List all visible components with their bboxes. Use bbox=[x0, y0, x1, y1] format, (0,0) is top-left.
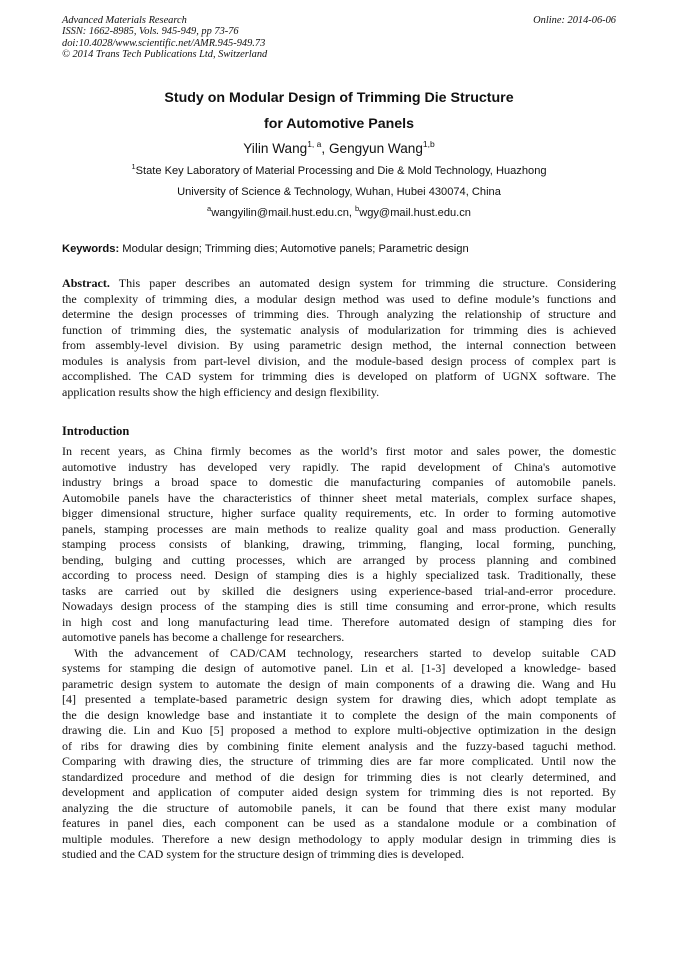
author-1-affiliation-mark: 1, a bbox=[307, 139, 322, 149]
paper-title-line-2: for Automotive Panels bbox=[263, 116, 415, 132]
body-line: industry brings a broad space to domestic die manufacturing companies of automobile panels. bbox=[62, 475, 616, 489]
body-line: analyzing the die structure of automobile panels, it can be found that there exist many modular bbox=[62, 800, 616, 815]
email-mark-b: b bbox=[355, 204, 360, 213]
body-line: development and application of computer aided design system for trimming dies is not reported. By bbox=[62, 785, 616, 799]
body-line: tasks are carried out by skilled die designers using experience-based trial-and-error procedure. bbox=[62, 583, 616, 598]
body-line: parametric design system to automate the design of main components of a drawing die. Wang and Hu bbox=[62, 676, 616, 691]
introduction-body bbox=[62, 444, 616, 863]
abstract-line: the complexity of trimming dies, a modular design method was used to define module’s functions and bbox=[62, 291, 616, 306]
abstract-first-text: This paper describes an automated design system for trimming die structure. Considering bbox=[109, 276, 616, 290]
body-line: drawing die. Lin and Kuo [5] proposed a method to explore multi-objective optimization in the design bbox=[62, 723, 616, 737]
affiliation-text-1: State Key Laboratory of Material Processing and Die & Mold Technology, Huazhong bbox=[135, 165, 547, 177]
body-line: automotive industry has developed very rapidly. The rapid development of China's automotive bbox=[62, 459, 616, 474]
journal-issn: ISSN: 1662-8985, Vols. 945-949, pp 73-76 bbox=[62, 26, 239, 38]
body-line: studied and the CAD system for the structure design of trimming dies is developed. bbox=[62, 847, 465, 861]
body-line: With the advancement of CAD/CAM technology, researchers started to develop suitable CAD bbox=[74, 645, 616, 660]
abstract-label: Abstract. bbox=[62, 276, 110, 290]
journal-header bbox=[62, 15, 616, 60]
email-mark-a: a bbox=[207, 204, 212, 213]
affiliation-mark: 1 bbox=[131, 162, 136, 171]
author-2-name: Gengyun Wang bbox=[328, 141, 423, 156]
body-line: bending, bulging and cutting processes, which are arranged by process planning and combined bbox=[62, 552, 616, 567]
body-line: automotive panels has become a challenge for researchers. bbox=[62, 630, 345, 644]
affiliation-line-1 bbox=[0, 162, 678, 177]
keywords-label: Keywords: bbox=[62, 243, 120, 255]
body-line: [4] presented a template-based parametric design system for drawing dies, which adopt template as bbox=[62, 692, 616, 706]
journal-copyright: © 2014 Trans Tech Publications Ltd, Switzerland bbox=[62, 48, 268, 60]
author-1-name: Yilin Wang bbox=[243, 141, 308, 156]
online-date: Online: 2014-06-06 bbox=[533, 15, 616, 26]
body-line: Automobile panels have the characteristics of thinner sheet metal materials, complex surface shapes, bbox=[62, 490, 616, 505]
journal-doi: doi:10.4028/www.scientific.net/AMR.945-949.73 bbox=[62, 37, 266, 49]
body-line: multiple modules. Therefore a new design methodology to apply modular design in trimming dies is bbox=[62, 831, 616, 846]
abstract-line: accomplished. The CAD system for trimming dies is developed on platform of UGNX software. The bbox=[62, 369, 616, 383]
abstract-line: application results show the high efficiency and design flexibility. bbox=[62, 384, 380, 399]
body-line: panels, stamping processes are main methods to realize quality goal and mass production. Generally bbox=[62, 521, 616, 536]
body-line: according to process need. Design of stamping dies is a highly specialized task. Traditionally, these bbox=[62, 568, 616, 582]
abstract-line: function of trimming dies, the systematic analysis of modularization for trimming dies is achieved bbox=[62, 322, 616, 337]
body-line: stamping process consists of blanking, drawing, trimming, flanging, local forming, punching, bbox=[62, 537, 616, 551]
body-line: systems for stamping die design of automotive panel. Lin et al. [1-3] developed a knowledge- based bbox=[62, 661, 616, 675]
section-heading-introduction: Introduction bbox=[62, 424, 130, 438]
body-line: of ribs for drawing dies by combining finite element analysis and the fuzzy-based taguchi method. bbox=[62, 738, 616, 753]
body-line: bigger dimensional structure, higher surface quality requirements, etc. In order to forming automotive bbox=[62, 506, 616, 520]
keywords bbox=[62, 243, 618, 255]
abstract-line: from assembly-level division. By using parametric design method, the internal connection between bbox=[62, 338, 616, 352]
body-line: features in panel dies, each component can be used as a standalone module or a combination of bbox=[62, 816, 616, 830]
abstract-line: modules is analysis from part-level division, and the module-based design process of complex part is bbox=[62, 353, 616, 368]
body-line: Comparing with drawing dies, the structure of trimming dies are far more complicated. Until now the bbox=[62, 754, 616, 768]
email-a: wangyilin@mail.hust.edu.cn, bbox=[211, 207, 356, 219]
abstract bbox=[62, 276, 616, 400]
keywords-text: Modular design; Trimming dies; Automotive panels; Parametric design bbox=[119, 243, 469, 255]
body-line: the die design knowledge base and instantiate it to complete the design of the main components of bbox=[62, 707, 616, 722]
email-b: wgy@mail.hust.edu.cn bbox=[359, 207, 471, 219]
affiliation-line-2: University of Science & Technology, Wuhan, Hubei 430074, China bbox=[177, 186, 501, 198]
journal-name: Advanced Materials Research bbox=[62, 15, 187, 26]
author-2-affiliation-mark: 1,b bbox=[422, 139, 435, 149]
body-line: In recent years, as China firmly becomes as the world’s first motor and sales power, the domestic bbox=[62, 444, 616, 458]
body-line: Nowadays design process of the stamping dies is still time consuming and error-prone, which results bbox=[62, 599, 616, 613]
paper-title-line-1: Study on Modular Design of Trimming Die Structure bbox=[164, 90, 514, 106]
abstract-line: determine the design processes of trimming dies. Through analyzing the relationship of structure and bbox=[62, 307, 616, 321]
body-line: in high cost and long manufacturing lead time. Therefore automated design of stamping dies for bbox=[62, 614, 616, 629]
author-list bbox=[0, 141, 678, 156]
author-separator: , bbox=[321, 141, 329, 156]
body-line: standardized procedure and method of die design for trimming dies is not clearly determined, and bbox=[62, 769, 616, 784]
abstract-line bbox=[62, 276, 616, 292]
author-emails bbox=[0, 204, 678, 219]
